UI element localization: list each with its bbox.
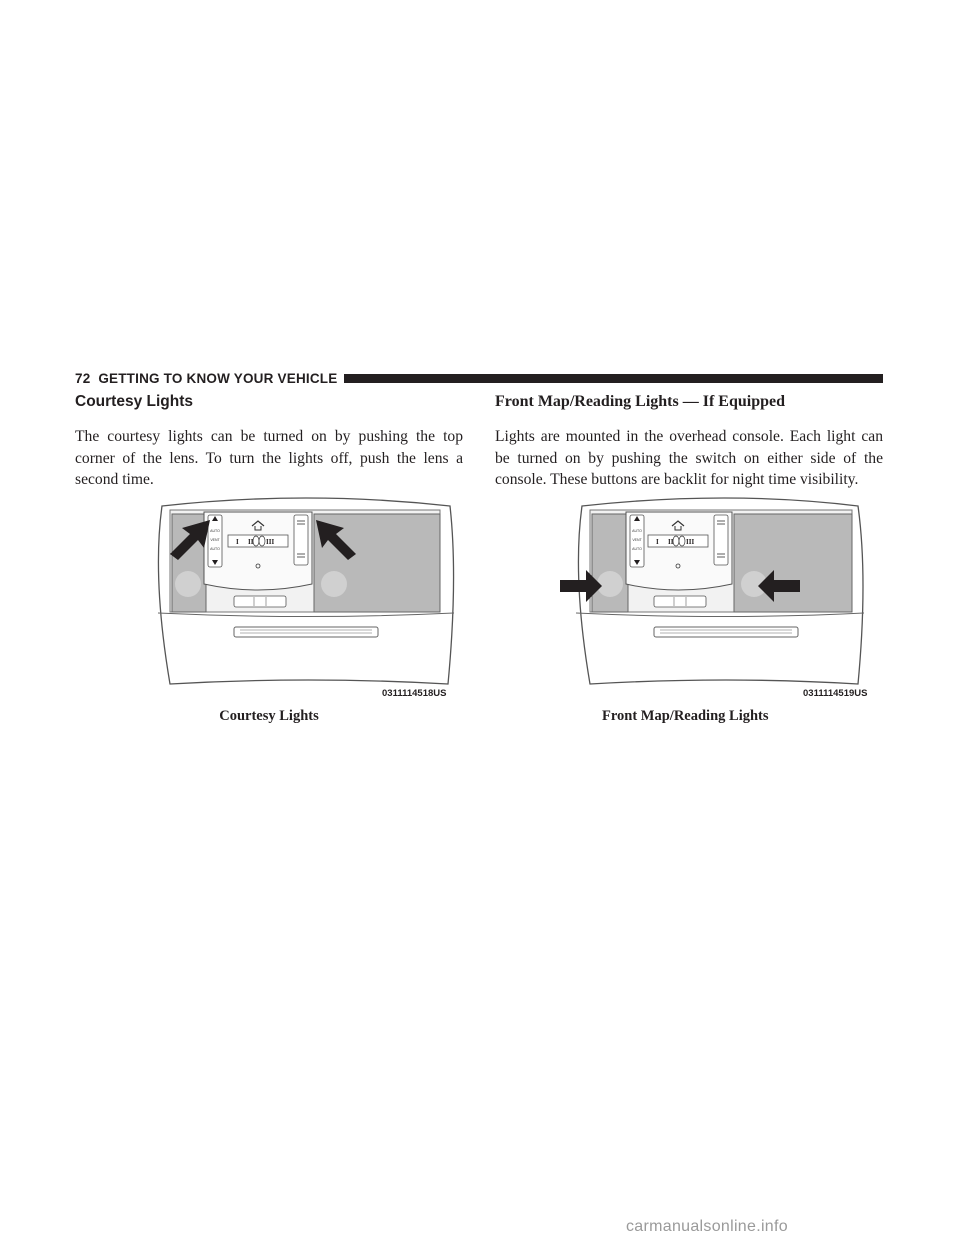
grille-icon: [654, 627, 798, 637]
header-rule: [344, 374, 883, 383]
light-mark-3: III: [266, 538, 275, 546]
courtesy-lights-section: [75, 392, 463, 491]
overhead-console-illustration: [558, 488, 884, 688]
right-lens-icon: [734, 514, 852, 612]
page-number-and-section: [75, 371, 337, 386]
auto-down-label: AUTO: [210, 547, 220, 551]
watermark: carmanualsonline.info: [626, 1218, 788, 1235]
vent-label: VENT: [210, 538, 220, 542]
map-reading-lights-heading: Front Map/Reading Lights — If Equipped: [495, 393, 785, 410]
light-mark-3: III: [686, 538, 695, 546]
auto-up-label: AUTO: [210, 529, 220, 533]
right-figure-caption: Front Map/Reading Lights: [602, 708, 769, 724]
map-reading-lights-section: [495, 392, 883, 491]
left-figure-caption: Courtesy Lights: [219, 708, 319, 724]
courtesy-lights-figure: [148, 488, 464, 688]
left-figure-id: 0311114518US: [382, 688, 447, 699]
light-mark-1: I: [236, 538, 239, 546]
courtesy-lights-paragraph: The courtesy lights can be turned on by pushing the top corner of the lens. To turn the lights off, push the lens a second time.: [75, 428, 463, 488]
light-mark-2: II: [668, 538, 674, 546]
running-header: [75, 368, 883, 388]
map-reading-lights-figure: [558, 488, 884, 688]
light-mark-1: I: [656, 538, 659, 546]
right-figure-id: 0311114519US: [803, 688, 868, 699]
grille-icon: [234, 627, 378, 637]
page-number: 72: [75, 370, 91, 386]
courtesy-lights-heading: Courtesy Lights: [75, 393, 193, 410]
light-mark-2: II: [248, 538, 254, 546]
overhead-console-illustration: [148, 488, 464, 688]
auto-up-label: AUTO: [632, 529, 642, 533]
map-reading-lights-paragraph: Lights are mounted in the overhead console. Each light can be turned on by pushing the switch on either side of the console. These buttons are backlit for night time visibility.: [495, 428, 883, 488]
section-title: GETTING TO KNOW YOUR VEHICLE: [98, 370, 338, 386]
vent-label: VENT: [632, 538, 642, 542]
auto-down-label: AUTO: [632, 547, 642, 551]
left-lens-icon: [592, 514, 628, 612]
